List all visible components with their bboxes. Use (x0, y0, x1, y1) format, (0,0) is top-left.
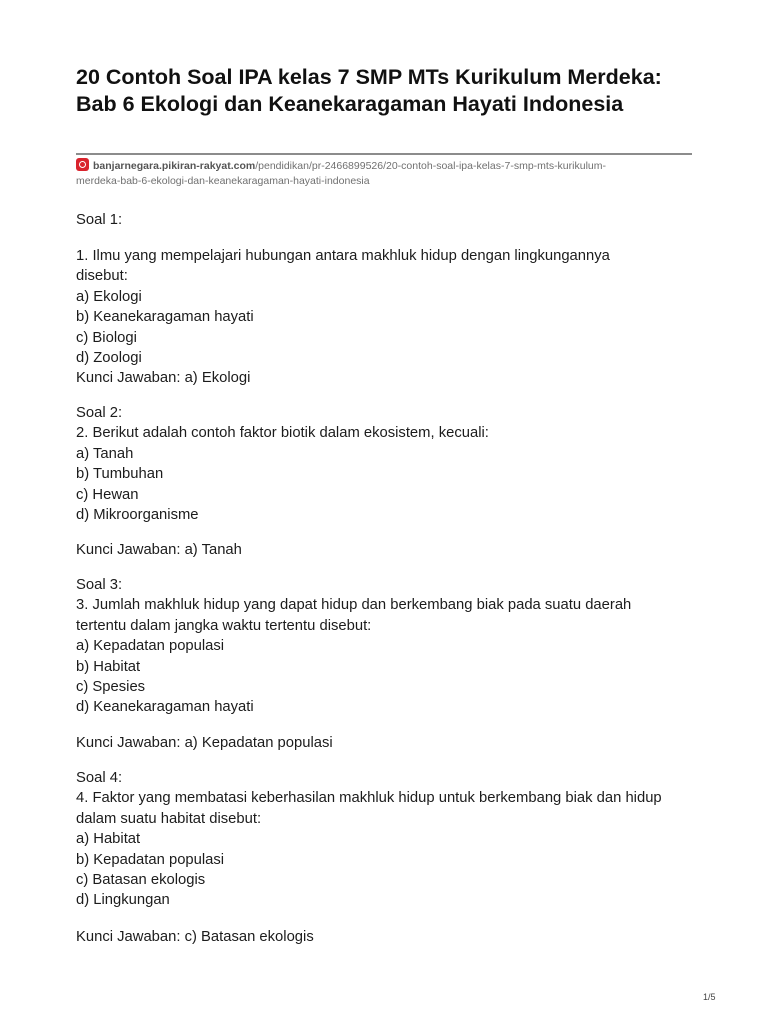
soal-3-block (76, 575, 716, 718)
option-c: c) Biologi (76, 329, 137, 346)
option-b: b) Kepadatan populasi (76, 851, 225, 868)
answer-key: Kunci Jawaban: c) Batasan ekologis (76, 929, 314, 945)
soal-heading: Soal 4: (76, 770, 123, 786)
soal-4-block (76, 768, 716, 911)
soal-heading: Soal 3: (76, 577, 123, 593)
soal-3-answer (76, 733, 716, 753)
source-path-2: merdeka-bab-6-ekologi-dan-keanekaragaman-hayati-indonesia (76, 175, 370, 187)
question-text: 2. Berikut adalah contoh faktor biotik dalam ekosistem, kecuali: (76, 425, 489, 442)
question-text: disebut: (76, 268, 128, 285)
site-logo-icon (76, 158, 89, 171)
option-b: b) Keanekaragaman hayati (76, 309, 254, 326)
option-d: d) Zoologi (76, 350, 142, 367)
option-b: b) Tumbuhan (76, 466, 164, 483)
option-b: b) Habitat (76, 658, 141, 675)
option-c: c) Hewan (76, 486, 139, 503)
option-d: d) Mikroorganisme (76, 507, 199, 524)
soal-heading: Soal 2: (76, 405, 123, 421)
answer-key: Kunci Jawaban: a) Kepadatan populasi (76, 735, 333, 751)
page-title: 20 Contoh Soal IPA kelas 7 SMP MTs Kurikulum Merdeka: Bab 6 Ekologi dan Keanekaragaman Hayati Indonesia (76, 65, 662, 116)
option-d: d) Lingkungan (76, 892, 170, 909)
option-c: c) Batasan ekologis (76, 872, 206, 889)
option-a: a) Ekologi (76, 288, 142, 305)
option-a: a) Tanah (76, 445, 134, 462)
source-domain: banjarnegara.pikiran-rakyat.com (93, 160, 256, 172)
question-text: 1. Ilmu yang mempelajari hubungan antara makhluk hidup dengan lingkungannya (76, 248, 610, 264)
option-a: a) Habitat (76, 831, 141, 848)
soal-4-answer (76, 927, 716, 947)
title-divider (76, 153, 692, 155)
source-path-1: /pendidikan/pr-2466899526/20-contoh-soal-ipa-kelas-7-smp-mts-kurikulum- (255, 160, 606, 172)
answer-key: Kunci Jawaban: a) Ekologi (76, 370, 251, 387)
soal-1-block (76, 246, 716, 389)
soal-2-block (76, 403, 716, 525)
question-text: 4. Faktor yang membatasi keberhasilan makhluk hidup untuk berkembang biak dan hidup (76, 790, 662, 807)
page-number: 1/5 (703, 992, 716, 1002)
option-a: a) Kepadatan populasi (76, 638, 225, 655)
question-text: tertentu dalam jangka waktu tertentu disebut: (76, 617, 372, 634)
question-text: 3. Jumlah makhluk hidup yang dapat hidup dan berkembang biak pada suatu daerah (76, 597, 632, 614)
answer-key: Kunci Jawaban: a) Tanah (76, 542, 242, 558)
question-text: dalam suatu habitat disebut: (76, 810, 262, 827)
soal-2-answer (76, 540, 716, 560)
option-c: c) Spesies (76, 679, 146, 696)
option-d: d) Keanekaragaman hayati (76, 699, 254, 716)
source-link[interactable] (76, 158, 692, 189)
soal-1-heading: Soal 1: (76, 212, 123, 228)
